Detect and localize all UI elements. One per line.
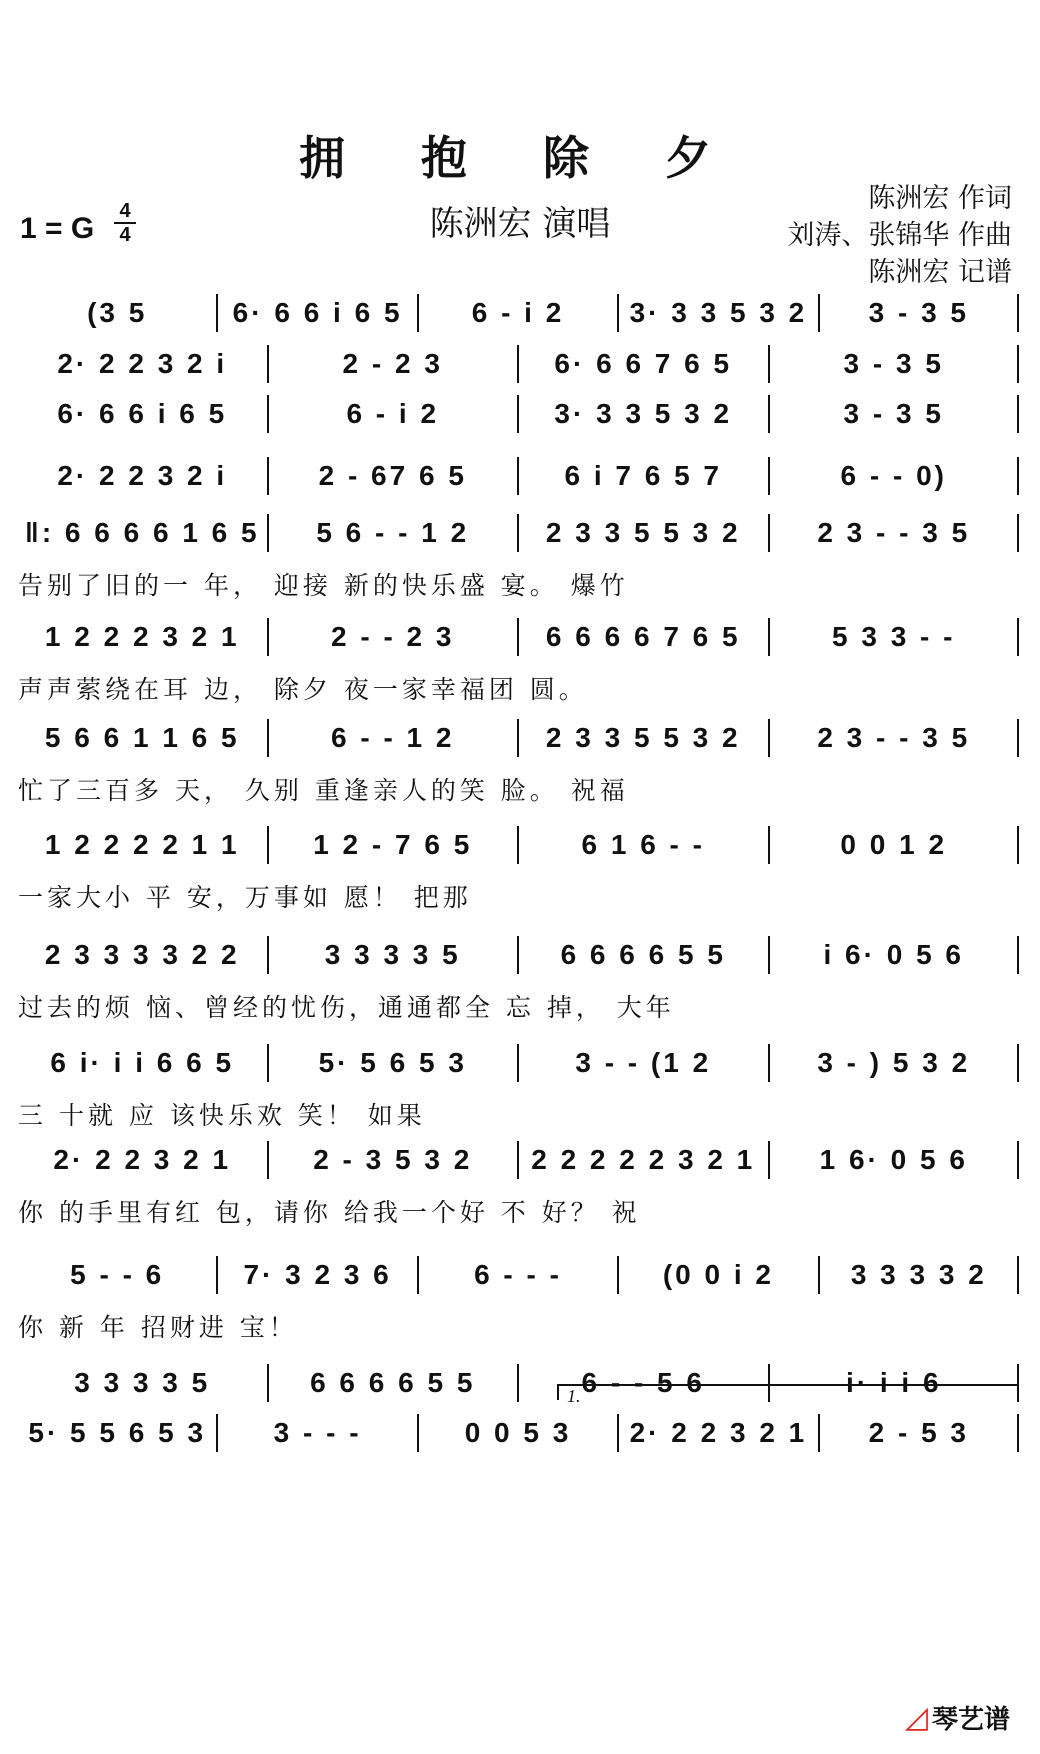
lyric-line: 一家大小 平 安，万事如 愿！ 把那	[18, 883, 472, 912]
staff-row	[18, 508, 1018, 558]
staff-row	[18, 612, 1018, 662]
measure: 2· 2 2 3 2 1	[53, 1144, 232, 1175]
staff-row	[18, 1358, 1018, 1408]
measure: 6· 6 6 i 6 5	[232, 297, 403, 328]
lyric-line: 声声萦绕在耳 边， 除夕 夜一家幸福团 圆。	[18, 675, 588, 704]
volta-label: 1.	[567, 1386, 581, 1406]
staff-row	[18, 1038, 1018, 1088]
measure: 1 2 2 2 2 1 1	[44, 829, 240, 860]
lyricist-credit: 陈洲宏 作词	[868, 183, 1012, 214]
composer-credit: 刘涛、张锦华 作曲	[787, 220, 1012, 251]
measure: (0 0 i 2	[662, 1259, 774, 1290]
measure: 2· 2 2 3 2 i	[57, 460, 228, 491]
logo-text: 琴艺谱	[931, 1705, 1010, 1735]
measure: 2 - 5 3	[868, 1417, 970, 1448]
site-logo	[905, 1699, 1010, 1736]
lyric-line: 你 新 年 招财进 宝！	[18, 1313, 298, 1342]
measure: 6 i· i i 6 6 5	[50, 1047, 235, 1078]
measure: 3 - 3 5	[843, 348, 944, 379]
measure: 6 - - 5 6	[581, 1367, 705, 1398]
measure: 3 3 3 3 5	[74, 1367, 211, 1398]
staff-row	[18, 1408, 1018, 1458]
lyric-line: 你 的手里有红 包，请你 给我一个好 不 好？ 祝	[18, 1198, 641, 1227]
key-signature: 1 = G	[20, 212, 95, 245]
measure: 1 6· 0 5 6	[819, 1144, 968, 1175]
measure: 6· 6 6 i 6 5	[57, 398, 228, 429]
measure: 0 0 1 2	[840, 829, 948, 860]
staff-row	[18, 1135, 1018, 1185]
transcriber-credit: 陈洲宏 记谱	[868, 257, 1012, 288]
measure: 6 - i 2	[471, 297, 565, 328]
measure: i· i i 6	[845, 1367, 942, 1398]
measure: i 6· 0 5 6	[823, 939, 964, 970]
lyric-line: 过去的烦 恼、曾经的忧伤，通通都全 忘 掉， 大年	[18, 993, 675, 1022]
staff-row	[18, 930, 1018, 980]
time-signature-bottom: 4	[119, 224, 131, 246]
measure: 1 2 - 7 6 5	[313, 829, 473, 860]
measure: 5· 5 6 5 3	[318, 1047, 467, 1078]
singer-credit: 陈洲宏 演唱	[429, 204, 611, 244]
measure: 6 - - -	[474, 1259, 562, 1290]
first-ending-bracket	[557, 1384, 1019, 1406]
measure: 2 - 3 5 3 2	[313, 1144, 473, 1175]
measure: 3 - - (1 2	[575, 1047, 712, 1078]
measure: 2· 2 2 3 2 1	[629, 1417, 808, 1448]
measure: 6 6 6 6 5 5	[560, 939, 726, 970]
measure: 6 - i 2	[346, 398, 440, 429]
measure: 3 3 3 3 2	[850, 1259, 987, 1290]
measure: 2 3 - - 3 5	[817, 517, 971, 548]
measure: 6 1 6 - -	[581, 829, 705, 860]
staff-row	[18, 451, 1018, 501]
time-signature-top: 4	[119, 200, 131, 222]
measure: 3· 3 3 5 3 2	[629, 297, 808, 328]
staff-row	[18, 713, 1018, 763]
measure: 6 6 6 6 5 5	[310, 1367, 476, 1398]
staff-row	[18, 1250, 1018, 1300]
measure: 6 - - 1 2	[331, 722, 455, 753]
measure: ‖: 6 6 6 6 1 6 5	[24, 517, 260, 548]
measure: 3 - ) 5 3 2	[817, 1047, 971, 1078]
measure: 5 - - 6	[70, 1259, 165, 1290]
measure: 6· 6 6 7 6 5	[554, 348, 733, 379]
measure: 2 - 67 6 5	[318, 460, 467, 491]
song-title: 拥 抱 除 夕	[298, 131, 742, 185]
measure: 2 3 3 3 3 2 2	[44, 939, 240, 970]
staff-row	[18, 288, 1018, 338]
measure: 2 3 - - 3 5	[817, 722, 971, 753]
measure: 3· 3 3 5 3 2	[554, 398, 733, 429]
measure: 3 - - -	[273, 1417, 362, 1448]
measure: 2 - - 2 3	[331, 621, 455, 652]
measure: 2 3 3 5 5 3 2	[545, 722, 741, 753]
lyric-line: 三 十就 应 该快乐欢 笑！ 如果	[18, 1101, 426, 1130]
measure: (3 5	[87, 297, 148, 328]
measure: 6 6 6 6 7 6 5	[545, 621, 741, 652]
measure: 5 6 6 1 1 6 5	[44, 722, 240, 753]
measure: 2· 2 2 3 2 i	[57, 348, 228, 379]
credits-block	[787, 180, 1012, 291]
measure: 6 i 7 6 5 7	[564, 460, 723, 491]
measure: 2 2 2 2 2 3 2 1	[531, 1144, 756, 1175]
measure: 3 - 3 5	[843, 398, 944, 429]
lyric-line: 告别了旧的一 年， 迎接 新的快乐盛 宴。 爆竹	[18, 571, 629, 600]
measure: 2 - 2 3	[342, 348, 443, 379]
measure: 5· 5 5 6 5 3	[28, 1417, 207, 1448]
lyric-line: 忙了三百多 天， 久别 重逢亲人的笑 脸。 祝福	[18, 776, 629, 805]
staff-row	[18, 339, 1018, 389]
measure: 2 3 3 5 5 3 2	[545, 517, 741, 548]
measure: 6 - - 0)	[840, 460, 947, 491]
measure: 0 0 5 3	[464, 1417, 572, 1448]
measure: 5 3 3 - -	[832, 621, 956, 652]
piano-logo-icon: ◿	[904, 1700, 928, 1735]
measure: 3 - 3 5	[868, 297, 970, 328]
staff-row	[18, 389, 1018, 439]
measure: 5 6 - - 1 2	[316, 517, 470, 548]
measure: 3 3 3 3 5	[324, 939, 461, 970]
measure: 1 2 2 2 3 2 1	[44, 621, 240, 652]
staff-row	[18, 820, 1018, 870]
measure: 7· 3 2 3 6	[243, 1259, 392, 1290]
